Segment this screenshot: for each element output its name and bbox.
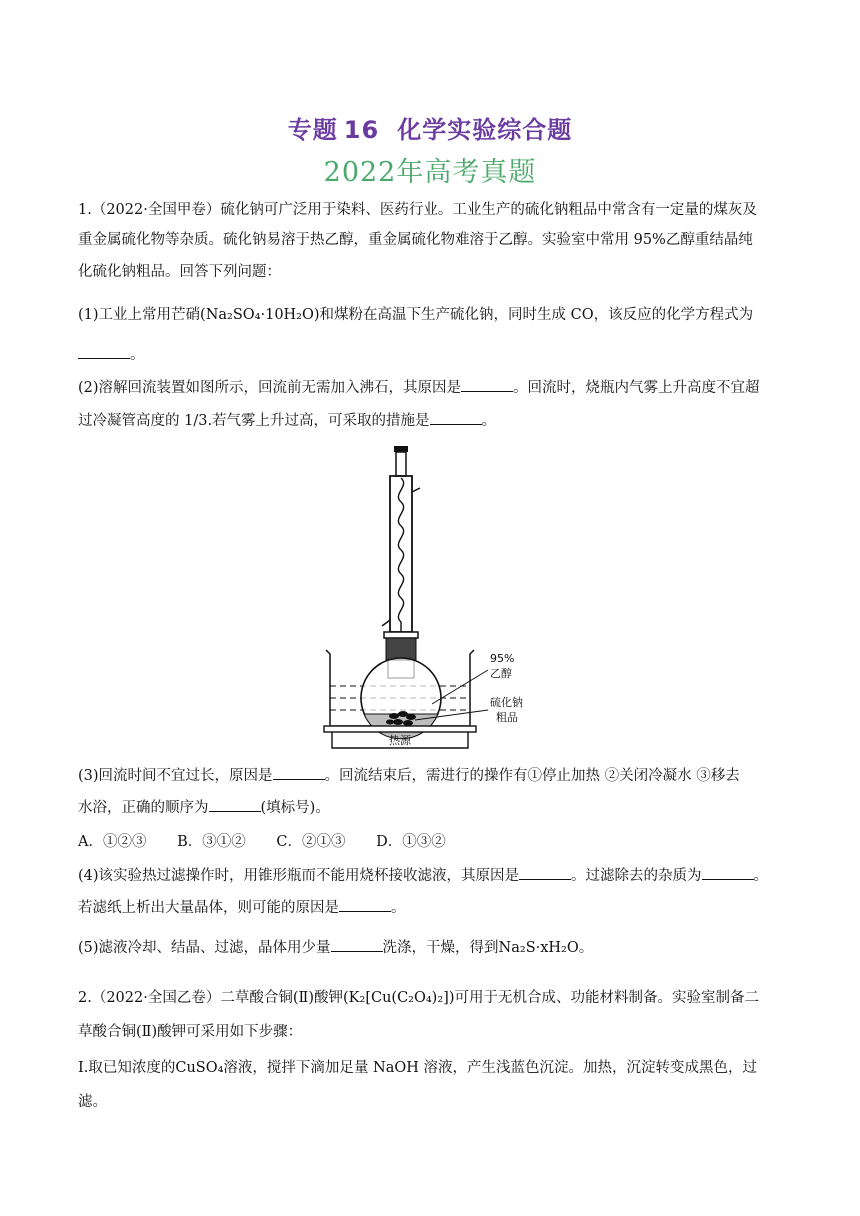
q1-part1-text-b: )和煤粉在高温下生产硫化钠，同时生成 CO，该反应的化学方程式为 — [313, 307, 754, 323]
page-subtitle: 2022年高考真题 — [323, 157, 537, 188]
q2-step1-formula: CuSO₄ — [175, 1060, 224, 1076]
q1-intro-line-2: 重金属硫化物等杂质。硫化钠易溶于热乙醇，重金属硫化物难溶于乙醇。实验室中常用 95%乙醇重结晶纯 — [78, 232, 753, 248]
q1-part1-answer-line — [78, 345, 145, 365]
q1-part3-text-b: 。回流结束后，需进行的操作有①停止加热 ②关闭冷凝水 ③移去 — [324, 768, 740, 784]
option-a[interactable]: A．①②③ — [78, 834, 147, 850]
q1-part5-formula: Na₂S·xH₂O — [498, 940, 579, 956]
q2-intro-line-2: 草酸合铜(Ⅱ)酸钾可采用如下步骤： — [78, 1024, 303, 1040]
q1-part5-end: 。 — [578, 940, 594, 956]
label-crude-2: 粗品 — [496, 711, 518, 724]
condenser-top-tube — [396, 452, 406, 476]
answer-blank[interactable] — [209, 799, 261, 812]
q1-part4-line-2 — [78, 898, 406, 918]
page-title — [0, 110, 860, 145]
answer-blank[interactable] — [702, 867, 754, 880]
title-prefix: 专题 — [287, 116, 338, 144]
q1-part2-end: 。 — [481, 413, 497, 429]
condenser-inlet — [382, 620, 390, 626]
q2-intro-formula: K₂[Cu(C₂O₄)₂] — [348, 990, 449, 1006]
q1-part2-line-2 — [78, 411, 496, 431]
q2-step1-text-a: Ⅰ.取已知浓度的 — [78, 1060, 176, 1076]
q1-part5-text-a: (5)滤液冷却、结晶、过滤，晶体用少量 — [78, 940, 331, 956]
condenser-collar — [384, 632, 418, 638]
q1-part1-line — [78, 305, 753, 325]
reflux-apparatus-figure — [320, 442, 550, 757]
q1-part3-text-a: (3)回流时间不宜过长，原因是 — [78, 768, 273, 784]
q1-part3-text-d: (填标号)。 — [260, 800, 330, 816]
q1-part4-line-1 — [78, 866, 768, 886]
answer-blank[interactable] — [331, 939, 383, 952]
title-number: 16 — [343, 116, 380, 144]
q2-intro-text-a: 2.（2022·全国乙卷）二草酸合铜(Ⅱ)酸钾( — [78, 990, 349, 1006]
q1-part3-text-c: 水浴，正确的顺序为 — [78, 800, 209, 816]
q1-options — [78, 832, 472, 852]
q2-step1-line-2: 滤。 — [78, 1094, 107, 1110]
q2-intro-text-b: )可用于无机合成、功能材料制备。实验室制备二 — [448, 990, 759, 1006]
leader-ethanol — [432, 670, 488, 704]
q1-part4-text-b: 。过滤除去的杂质为 — [571, 868, 702, 884]
label-crude-1: 硫化钠 — [490, 696, 523, 709]
q1-part1-formula: Na₂SO₄·10H₂O — [205, 307, 314, 323]
q1-part4-text-d: 若滤纸上析出大量晶体，则可能的原因是 — [78, 900, 339, 916]
q1-part2-text-b: 。回流时，烧瓶内气雾上升高度不宜超 — [513, 380, 760, 396]
label-ethanol: 乙醇 — [490, 667, 512, 680]
q1-part1-end: 。 — [130, 347, 145, 363]
q1-part5-line — [78, 938, 593, 958]
q1-part5-text-b: 洗涤，干燥，得到 — [382, 940, 499, 956]
condenser-outlet — [412, 488, 420, 492]
q1-part2-text-a: (2)溶解回流装置如图所示，回流前无需加入沸石，其原因是 — [78, 380, 462, 396]
q2-step1-line-1 — [78, 1058, 757, 1078]
flask-stopper — [386, 638, 416, 660]
label-heat-source: 热源 — [389, 734, 411, 747]
condenser-cap — [394, 446, 408, 452]
q1-part4-text-e: 。 — [391, 900, 406, 916]
q1-part1-text-a: (1)工业上常用芒硝( — [78, 307, 206, 323]
answer-blank[interactable] — [273, 767, 325, 780]
q1-intro-line-3: 化硫化钠粗品。回答下列问题： — [78, 264, 281, 280]
title-main: 化学实验综合题 — [397, 116, 573, 144]
answer-blank[interactable] — [339, 899, 391, 912]
q1-part2-line-1 — [78, 378, 760, 398]
label-ethanol-pct: 95% — [490, 652, 515, 665]
heat-source-top — [324, 726, 476, 732]
option-d[interactable]: D．①③② — [376, 834, 446, 850]
q1-intro-line-1: 1.（2022·全国甲卷）硫化钠可广泛用于染料、医药行业。工业生产的硫化钠粗品中常含有一定量的煤灰及 — [78, 202, 757, 218]
answer-blank[interactable] — [78, 346, 130, 359]
q1-part4-text-c: 。 — [753, 868, 769, 884]
q1-part4-text-a: (4)该实验热过滤操作时，用锥形瓶而不能用烧杯接收滤液，其原因是 — [78, 868, 520, 884]
condenser-coil — [398, 478, 403, 638]
q2-intro-line-1 — [78, 988, 759, 1008]
answer-blank[interactable] — [461, 379, 513, 392]
answer-blank[interactable] — [519, 867, 571, 880]
option-b[interactable]: B．③①② — [177, 834, 246, 850]
q1-part2-text-c: 过冷凝管高度的 1/3.若气雾上升过高，可采取的措施是 — [78, 413, 430, 429]
answer-blank[interactable] — [430, 412, 482, 425]
q1-part3-line-2 — [78, 798, 330, 818]
option-c[interactable]: C．②①③ — [276, 834, 346, 850]
q1-part3-line-1 — [78, 766, 740, 786]
q2-step1-text-b: 溶液，搅拌下滴加足量 NaOH 溶液，产生浅蓝色沉淀。加热，沉淀转变成黑色，过 — [223, 1060, 758, 1076]
